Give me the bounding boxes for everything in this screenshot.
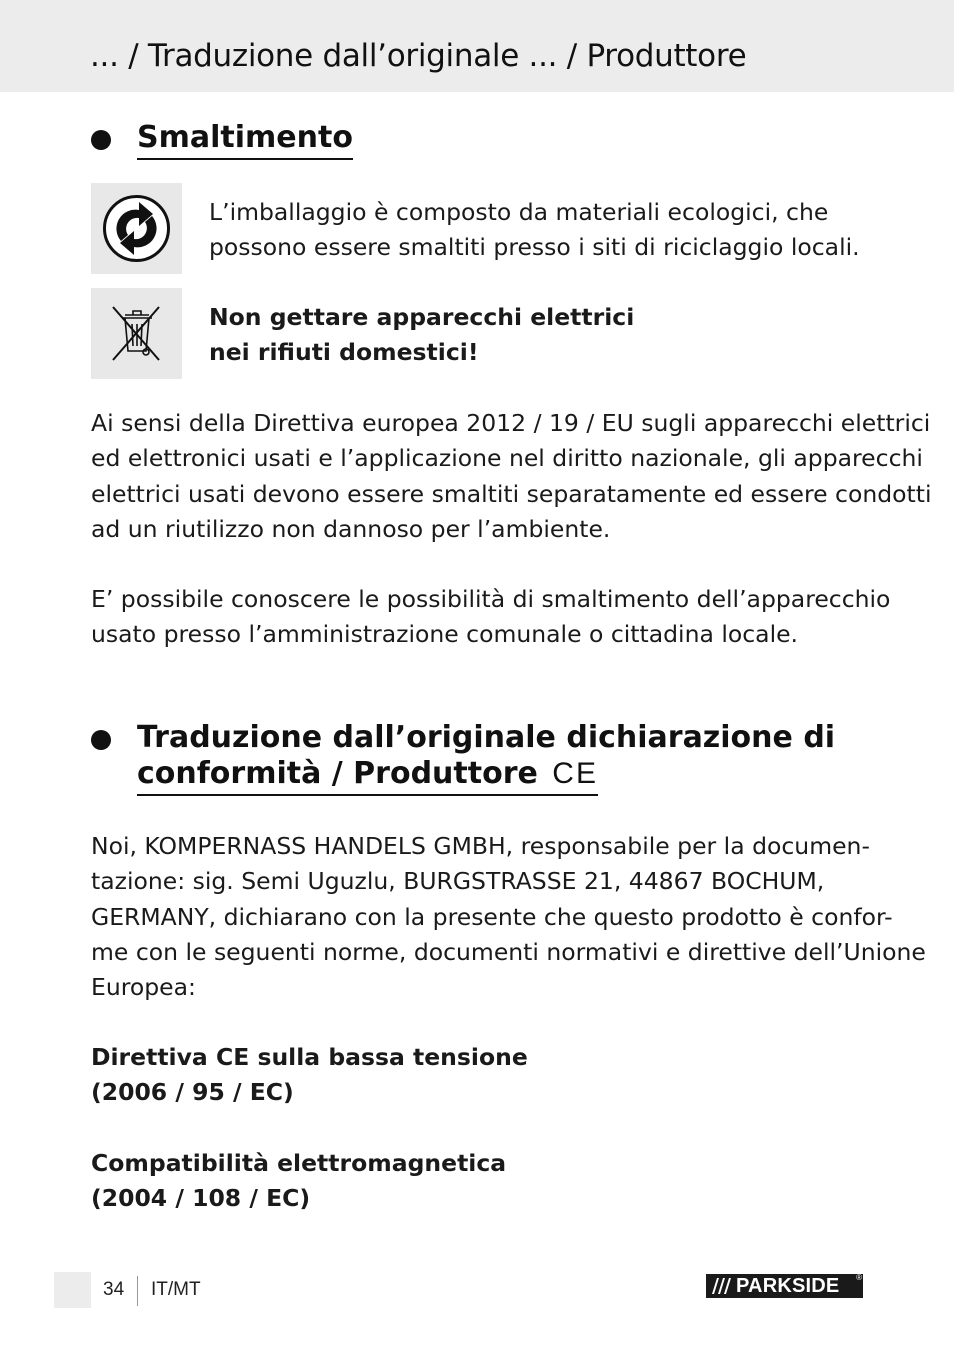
paragraph-line: Noi, KOMPERNASS HANDELS GMBH, responsabile per la documen- (91, 832, 870, 860)
green-dot-recycling-icon (91, 183, 182, 274)
weee-icon-box (91, 288, 182, 379)
brand-name: PARKSIDE (736, 1275, 840, 1297)
footer-divider (137, 1276, 138, 1306)
paragraph-line: usato presso l’amministrazione comunale o cittadina locale. (91, 620, 799, 649)
packaging-text (209, 195, 860, 266)
directive-line: (2004 / 108 / EC) (91, 1184, 311, 1213)
crossed-out-bin-icon (91, 288, 182, 379)
paragraph-line: elettrici usati devono essere smaltiti separatamente ed essere condotti (91, 479, 932, 508)
warning-line: Non gettare apparecchi elettrici (209, 303, 635, 331)
page-number: 34 (103, 1279, 125, 1300)
paragraph-line: GERMANY, dichiarano con la presente che questo prodotto è confor- (91, 902, 893, 931)
directive-line: Direttiva CE sulla bassa tensione (91, 1043, 528, 1071)
recycling-icon-box (91, 183, 182, 274)
directive-low-voltage (91, 1040, 528, 1111)
paragraph-line: tazione: sig. Semi Uguzlu, BURGSTRASSE 21, 44867 BOCHUM, (91, 867, 825, 896)
paragraph-line: ed elettronici usati e l’applicazione nel diritto nazionale, gli apparecchi (91, 444, 923, 473)
registered-mark: ® (856, 1273, 862, 1282)
paragraph-line: E’ possibile conoscere le possibilità di smaltimento dell’apparecchio (91, 585, 891, 613)
warning-line: nei rifiuti domestici! (209, 338, 479, 367)
packaging-line: L’imballaggio è composto da materiali ecologici, che (209, 198, 829, 226)
directive-line: (2006 / 95 / EC) (91, 1078, 294, 1107)
conformity-heading (91, 720, 891, 800)
conformity-heading-line2-wrap (137, 756, 598, 796)
directive-paragraph (91, 406, 931, 547)
conformity-paragraph (91, 829, 926, 1005)
language-code: IT/MT (151, 1279, 201, 1300)
disposal-heading-text: Smaltimento (137, 120, 353, 160)
bullet-icon (91, 730, 111, 750)
conformity-heading-line1: Traduzione dall’originale dichiarazione di (137, 720, 836, 755)
directive-emc (91, 1146, 506, 1217)
parkside-logo (706, 1274, 863, 1298)
ce-mark-icon: CE (552, 757, 598, 790)
paragraph-line: Europea: (91, 973, 196, 1002)
footer-marker (54, 1272, 91, 1308)
bullet-icon (91, 130, 111, 150)
disposal-info-paragraph (91, 582, 890, 653)
paragraph-line: Ai sensi della Direttiva europea 2012 / 19 / EU sugli apparecchi elettrici (91, 409, 931, 437)
disposal-heading (91, 120, 491, 160)
warning-text (209, 300, 634, 371)
paragraph-line: ad un riutilizzo non dannoso per l’ambiente. (91, 514, 611, 543)
logo-stripes-icon (709, 1276, 733, 1296)
paragraph-line: me con le seguenti norme, documenti normativi e direttive dell’Unione (91, 937, 926, 966)
packaging-line: possono essere smaltiti presso i siti di riciclaggio locali. (209, 233, 860, 262)
directive-line: Compatibilità elettromagnetica (91, 1149, 507, 1177)
conformity-heading-line2: conformità / Produttore (137, 756, 538, 791)
page-title: ... / Traduzione dall’originale ... / Produttore (90, 38, 747, 74)
